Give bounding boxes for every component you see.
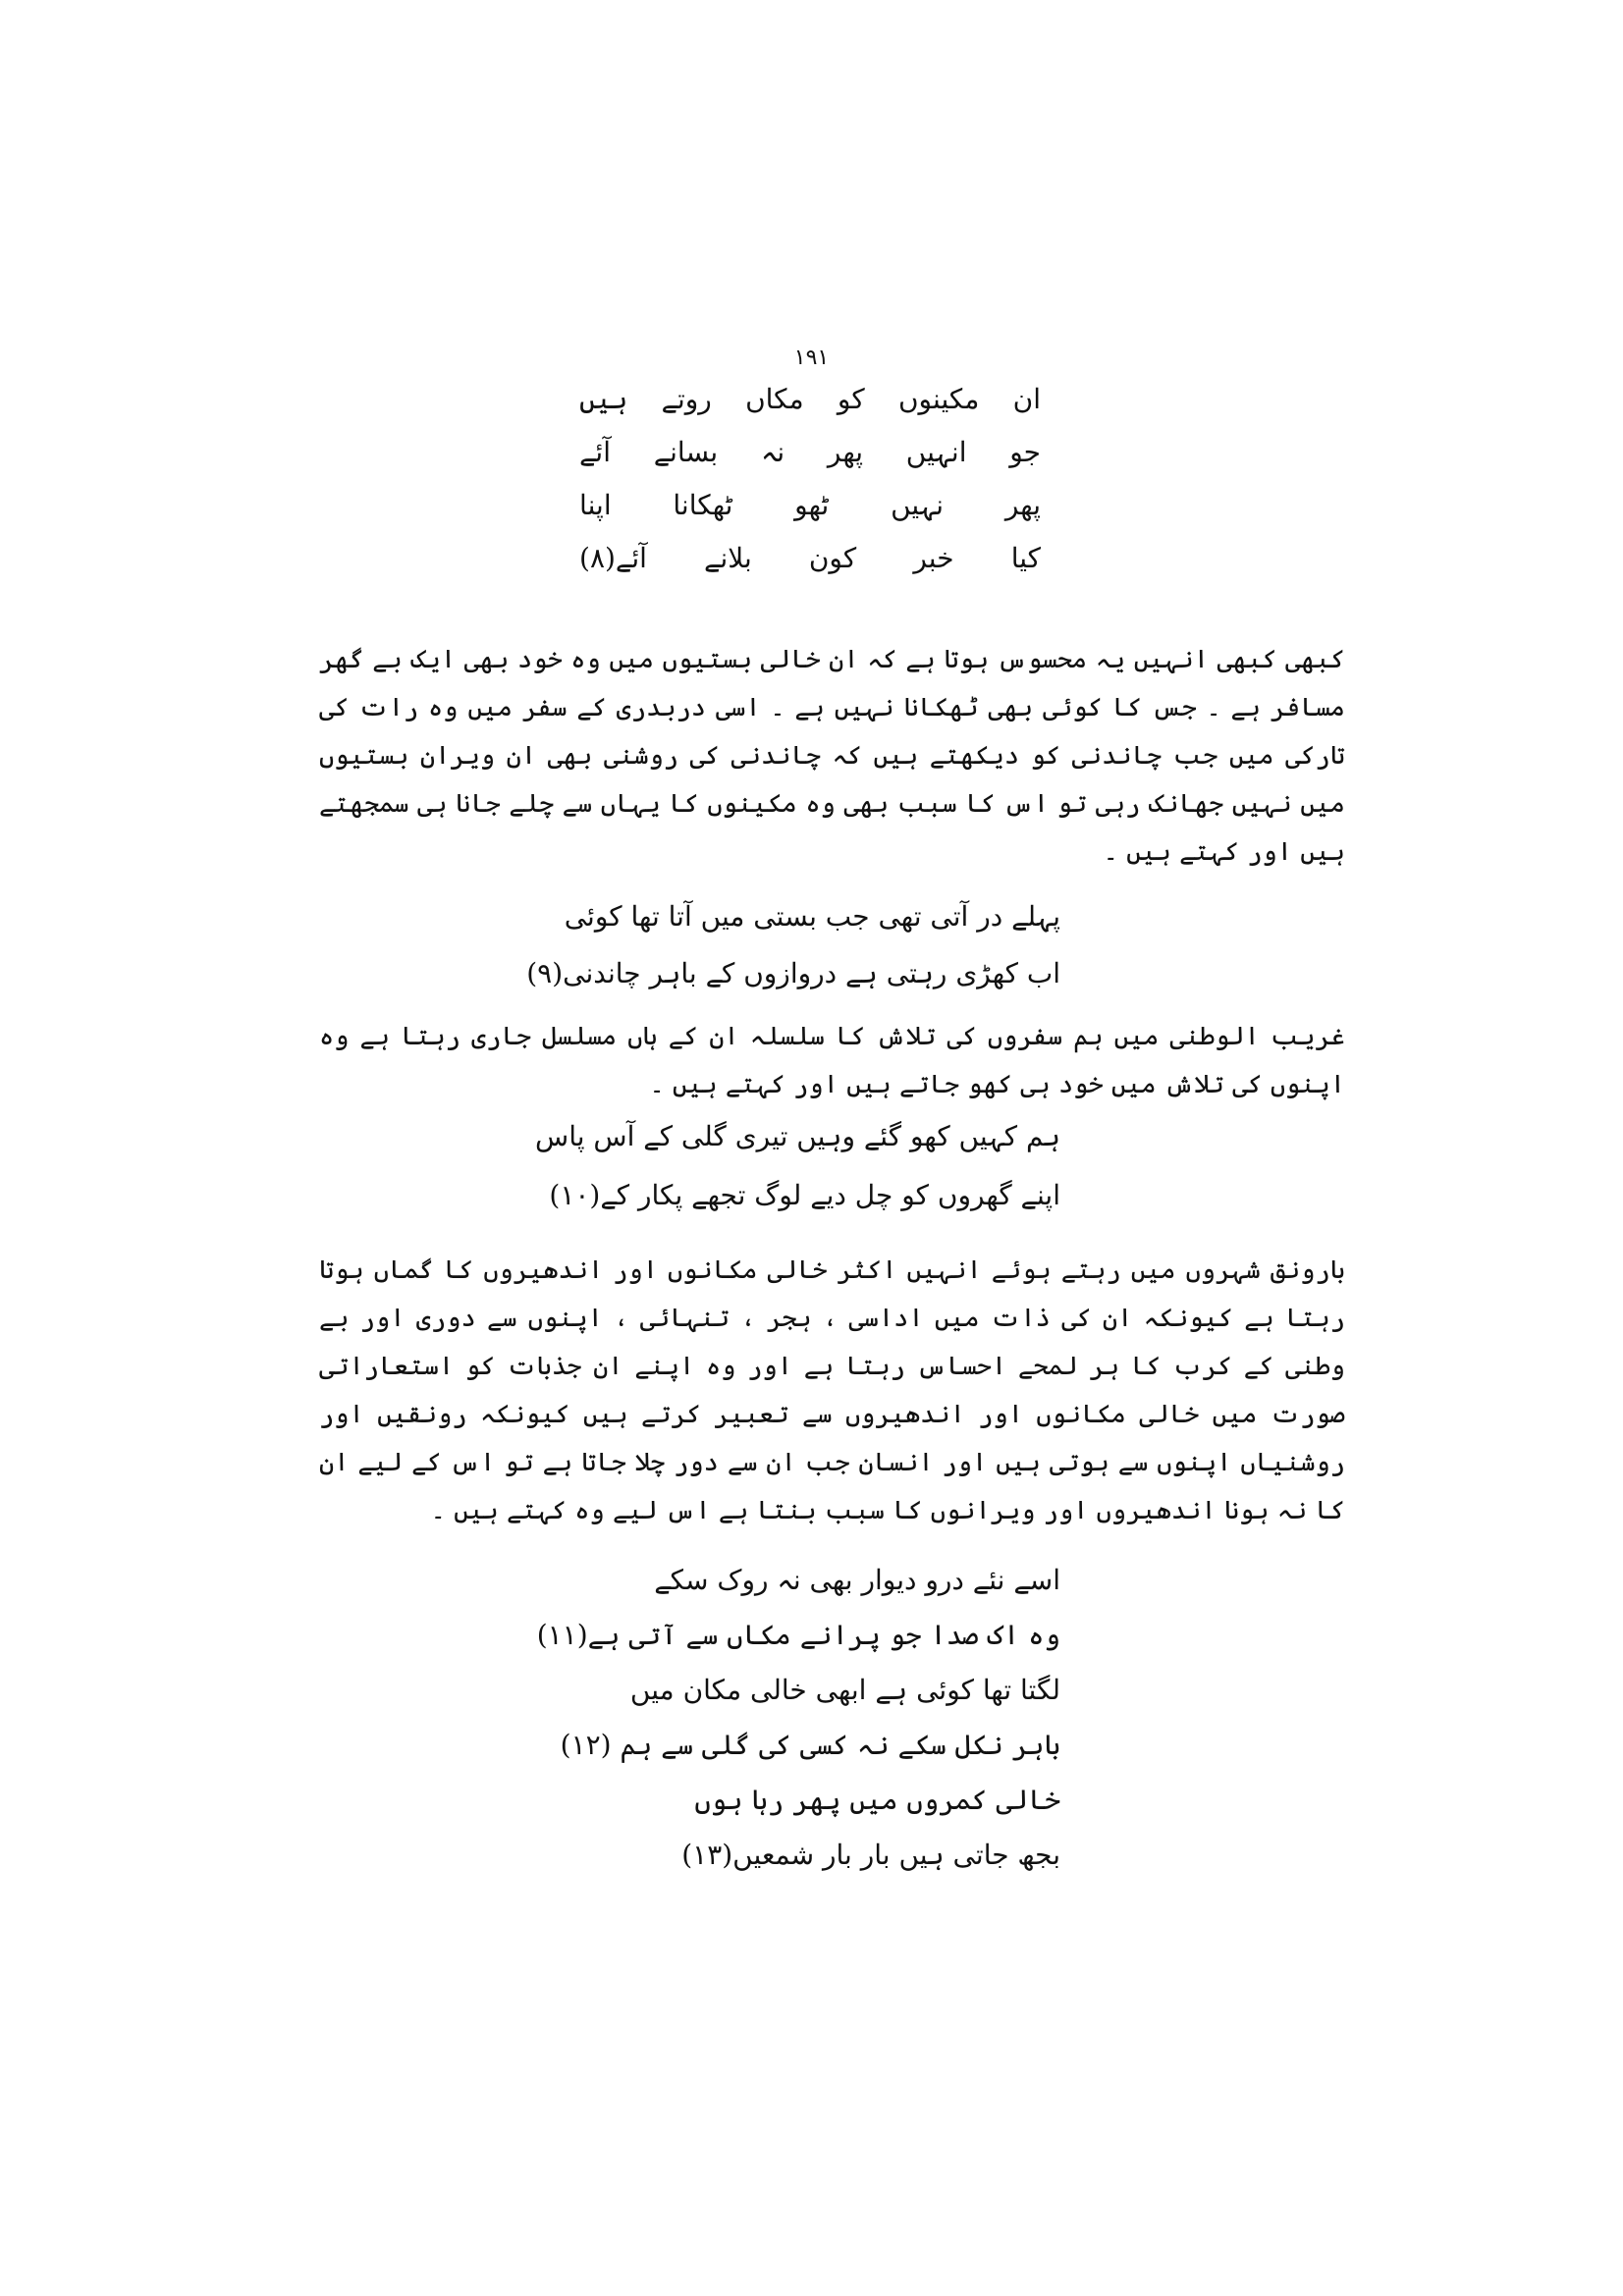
verse-line: پہلے در آتی تھی جب بستی میں آتا تھا کوئی — [564, 900, 1060, 933]
paragraph-1 — [319, 636, 1345, 877]
verse-word: اپنا — [579, 489, 612, 521]
verse-line — [579, 532, 1041, 585]
verse-word: ہیں — [579, 383, 628, 415]
paragraph-3 — [319, 1247, 1345, 1535]
verse-word: بسانے — [653, 436, 719, 468]
verse-word: جو — [1009, 436, 1041, 468]
verse-block-1 — [579, 373, 1041, 585]
verse-line — [579, 426, 1041, 479]
verse-word: خبر — [913, 542, 954, 574]
verse-line: خالی کمروں میں پھر رہا ہوں — [694, 1784, 1060, 1816]
verse-line: باہر نکل سکے نہ کسی کی گلی سے ہم (۱۲) — [560, 1729, 1060, 1761]
page-number: ۱۹۱ — [793, 346, 830, 370]
verse-word: پھر — [1004, 489, 1041, 521]
verse-word: انہیں — [905, 436, 967, 468]
verse-word: بلانے — [704, 542, 752, 574]
verse-word: پھر — [827, 436, 864, 468]
verse-block-4 — [536, 1553, 1060, 1883]
verse-word: ٹھکانا — [673, 489, 733, 521]
paragraph-text: غریب الوطنی میں ہم سفروں کی تلاش کا سلسلہ ان کے ہاں مسلسل جاری رہتا ہے وہ اپنوں کی تلاش میں خود ہی کھو جاتے ہیں اور کہتے ہیں ۔ — [319, 1022, 1345, 1099]
verse-line: اب کھڑی رہتی ہے دروازوں کے باہر چاندنی(۹) — [526, 957, 1060, 989]
paragraph-2 — [319, 1013, 1345, 1109]
verse-word: مکینوں — [897, 383, 980, 415]
verse-line: اسے نئے درو دیوار بھی نہ روک سکے — [654, 1564, 1060, 1596]
verse-block-3 — [535, 1107, 1060, 1225]
verse-word: کون — [808, 542, 857, 574]
paragraph-text: کبھی کبھی انہیں یہ محسوس ہوتا ہے کہ ان خالی بستیوں میں وہ خود بھی ایک بے گھر مسافر ہے ۔ جس کا کوئی بھی ٹھکانا نہیں ہے ۔ اسی دربدری کے سفر میں وہ رات کی تارکی میں جب چاندنی کو دیکھتے ہیں کہ چاندنی کی روشنی بھی ان ویران بستیوں میں نہیں جھانک رہی تو اس کا سبب بھی وہ مکینوں کا یہاں سے چلے جانا ہی سمجھتے ہیں اور کہتے ہیں ۔ — [319, 645, 1345, 867]
verse-word: کیا — [1010, 542, 1041, 574]
verse-line: بجھ جاتی ہیں بار بار شمعیں(۱۳) — [681, 1839, 1060, 1871]
verse-line: لگتا تھا کوئی ہے ابھی خالی مکان میں — [629, 1674, 1060, 1706]
verse-line — [579, 373, 1041, 426]
verse-line: وہ اک صدا جو پرانے مکاں سے آتی ہے(۱۱) — [536, 1619, 1060, 1651]
verse-word: روتے — [661, 383, 712, 415]
verse-word: مکاں — [745, 383, 804, 415]
verse-block-2 — [526, 888, 1060, 1002]
verse-word: نہیں — [891, 489, 945, 521]
verse-word: کو — [837, 383, 865, 415]
paragraph-text: بارونق شہروں میں رہتے ہوئے انہیں اکثر خالی مکانوں اور اندھیروں کا گماں ہوتا رہتا ہے کیونکہ ان کی ذات میں اداسی ، ہجر ، تنہائی ، اپنوں سے دوری اور بے وطنی کے کرب کا ہر لمحے احساس رہتا ہے اور وہ اپنے ان جذبات کو استعاراتی صورت میں خالی مکانوں اور اندھیروں سے تعبیر کرتے ہیں کیونکہ رونقیں اور روشنیاں اپنوں سے ہوتی ہیں اور انسان جب ان سے دور چلا جاتا ہے تو اس کے لیے ان کا نہ ہونا اندھیروں اور ویرانوں کا سبب بنتا ہے اس لیے وہ کہتے ہیں ۔ — [319, 1255, 1345, 1525]
verse-word: نہ — [760, 436, 785, 468]
verse-word: ان — [1012, 383, 1041, 415]
verse-word: آئے(۸) — [579, 542, 647, 574]
verse-line — [579, 479, 1041, 532]
verse-line: ہم کہیں کھو گئے وہیں تیری گلی کے آس پاس — [535, 1120, 1060, 1152]
verse-line: اپنے گھروں کو چل دیے لوگ تجھے پکار کے(۱۰) — [549, 1179, 1060, 1211]
verse-word: آئے — [579, 436, 611, 468]
verse-word: ٹھو — [794, 489, 830, 521]
